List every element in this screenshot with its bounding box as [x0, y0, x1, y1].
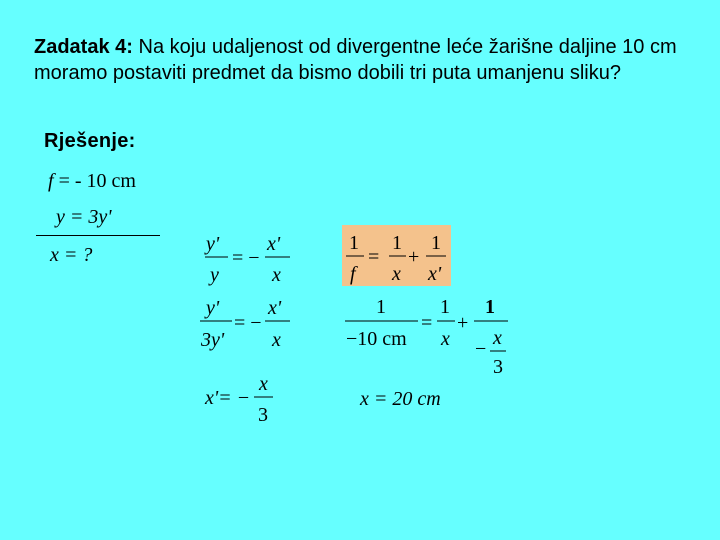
- sub-den-1: −10 cm: [346, 328, 407, 350]
- sub-den-3-den: 3: [493, 356, 503, 378]
- result-text: x = 20 cm: [360, 388, 441, 410]
- eq1-den-right: x: [272, 264, 281, 286]
- substituted-magnification-equation: [200, 297, 290, 351]
- eq2-num-left: y': [206, 297, 220, 319]
- lens-den-xp: x': [428, 263, 442, 285]
- sub-num-2: 1: [440, 296, 450, 318]
- result: [359, 388, 441, 410]
- eq1-num-left: y': [206, 233, 220, 255]
- eq1-num-right: x': [267, 233, 281, 255]
- lens-den-f: f: [350, 263, 356, 285]
- problem-heading: Zadatak 4:: [34, 36, 133, 58]
- lens-eq: =: [368, 246, 380, 268]
- lens-num-xp: 1: [431, 232, 441, 254]
- eq2-eq: = −: [234, 312, 262, 334]
- eq2-den-left: 3y': [201, 329, 225, 351]
- eq3-left: x'= −: [205, 387, 251, 409]
- image-distance-equation: [204, 373, 273, 426]
- substituted-lens-formula: [345, 296, 508, 378]
- lens-num-x: 1: [392, 232, 402, 254]
- sub-num-1: 1: [376, 296, 386, 318]
- lens-formula: [346, 232, 446, 285]
- lens-plus: +: [408, 246, 420, 268]
- solution-label: Rješenje:: [44, 130, 136, 152]
- sub-eq: =: [421, 312, 433, 334]
- eq2-num-right: x': [268, 297, 282, 319]
- eq3-den: 3: [258, 404, 268, 426]
- magnification-equation: [204, 233, 290, 286]
- lens-den-x: x: [392, 263, 401, 285]
- given-f-value: = - 10 cm: [53, 170, 136, 192]
- lens-num-f: 1: [349, 232, 359, 254]
- sub-den-2: x: [441, 328, 450, 350]
- eq1-eq: = −: [232, 247, 260, 269]
- sub-num-3: 1: [485, 296, 495, 318]
- sub-den-3-num: x: [493, 327, 502, 349]
- given-f-symbol: f: [48, 170, 54, 192]
- sub-den-3-minus: −: [475, 338, 487, 360]
- sub-plus: +: [457, 312, 469, 334]
- eq1-den-left: y: [210, 264, 219, 286]
- given-y: y = 3y': [56, 206, 112, 228]
- given-x: x = ?: [50, 244, 93, 266]
- eq2-den-right: x: [272, 329, 281, 351]
- eq3-num: x: [259, 373, 268, 395]
- problem-text: Na koju udaljenost od divergentne leće žarišne daljine 10 cm moramo postaviti predmet da bismo dobili tri puta umanjenu sliku?: [34, 36, 677, 84]
